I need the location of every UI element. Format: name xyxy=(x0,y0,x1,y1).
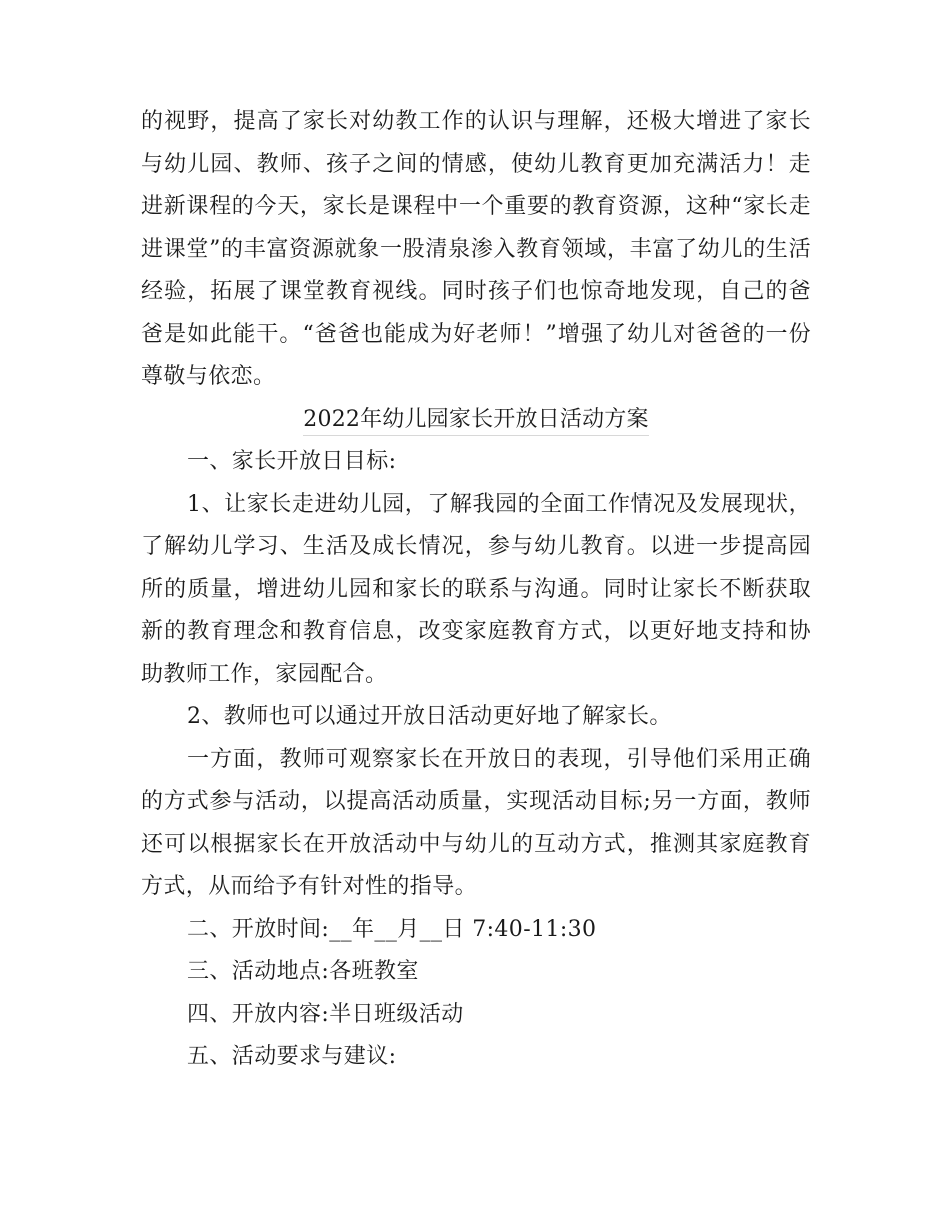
document-body xyxy=(141,101,811,1079)
section-content: 四、开放内容:半日班级活动 xyxy=(187,1001,464,1027)
paragraph-goal-2-detail: 一方面，教师可观察家长在开放日的表现，引导他们采用正确的方式参与活动，以提高活动质量，实现活动目标;另一方面，教师还可以根据家长在开放活动中与幼儿的互动方式，推测其家庭教育方式，从而给予有针对性的指导。 xyxy=(141,746,811,899)
document-title-text: 2022年幼儿园家长开放日活动方案 xyxy=(303,406,648,436)
document-title xyxy=(141,399,811,442)
paragraph-goal-1: 1、让家长走进幼儿园，了解我园的全面工作情况及发展现状，了解幼儿学习、生活及成长情况，参与幼儿教育。以进一步提高园所的质量，增进幼儿园和家长的联系与沟通。同时让家长不断获取新的教育理念和教育信息，改变家庭教育方式，以更好地支持和协助教师工作，家园配合。 xyxy=(141,491,811,687)
section-heading-goals: 一、家长开放日目标: xyxy=(187,449,397,474)
section-requirements: 五、活动要求与建议: xyxy=(187,1044,397,1069)
section-location: 三、活动地点:各班教室 xyxy=(187,959,419,984)
section-open-time: 二、开放时间:__年__月__日 7:40-11:30 xyxy=(187,916,597,942)
paragraph-intro-continuation: 的视野，提高了家长对幼教工作的认识与理解，还极大增进了家长与幼儿园、教师、孩子之间的情感，使幼儿教育更加充满活力！走进新课程的今天，家长是课程中一个重要的教育资源，这种“家长走进课堂”的丰富资源就象一股清泉渗入教育领域，丰富了幼儿的生活经验，拓展了课堂教育视线。同时孩子们也惊奇地发现，自己的爸爸是如此能干。“爸爸也能成为好老师！”增强了幼儿对爸爸的一份尊敬与依恋。 xyxy=(141,109,811,389)
paragraph-goal-2: 2、教师也可以通过开放日活动更好地了解家长。 xyxy=(187,704,672,729)
